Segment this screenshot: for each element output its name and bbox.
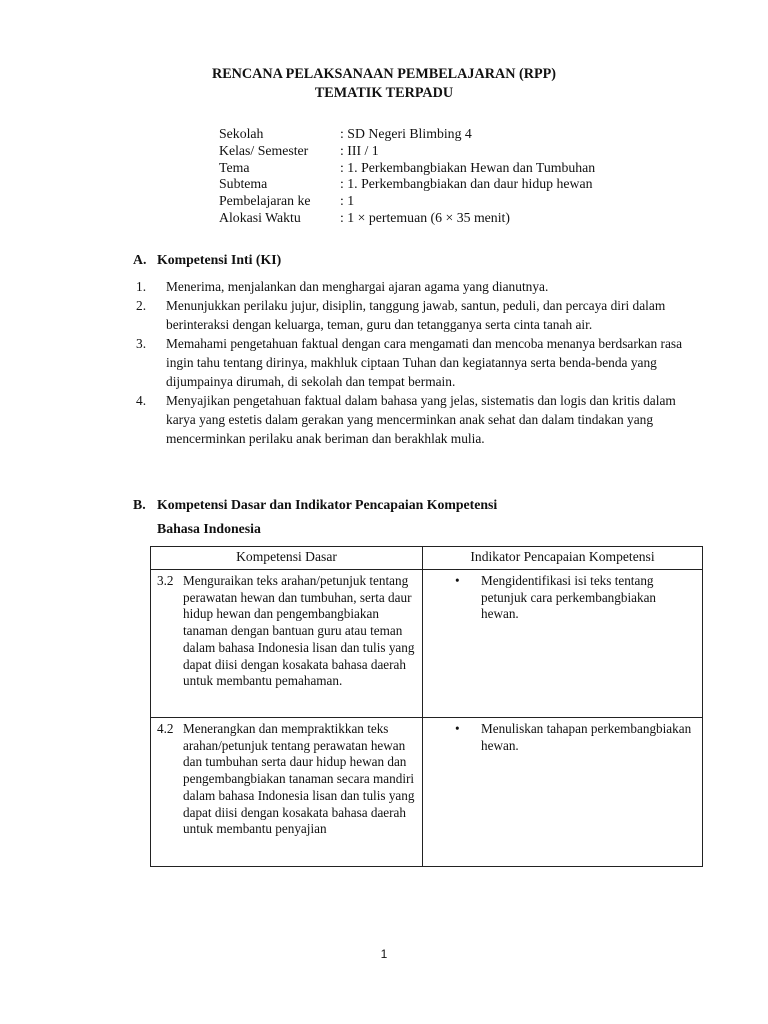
kd-number: 3.2 xyxy=(157,573,174,588)
info-row xyxy=(219,210,595,227)
list-number: 2. xyxy=(136,298,147,313)
table-row xyxy=(151,570,703,718)
list-item xyxy=(136,277,696,296)
document-subtitle: TEMATIK TERPADU xyxy=(314,85,454,101)
subject-heading: Bahasa Indonesia xyxy=(157,521,261,536)
table-row xyxy=(151,718,703,867)
list-number: 4. xyxy=(136,393,147,408)
info-key: Pembelajaran ke xyxy=(219,193,311,209)
kd-text: Menerangkan dan mempraktikkan teks arahan/petunjuk tentang perawatan hewan dan tumbuhan serta daur hidup hewan dan pengembangbiakan tanaman secara mandiri dalam bahasa Indonesia lisan dan tulis yang dapat diisi dengan kosakata bahasa daerah untuk membantu penyajian xyxy=(183,721,415,837)
list-item xyxy=(136,296,696,334)
indikator-item: • Mengidentifikasi isi teks tentang petunjuk cara perkembangbiakan hewan. xyxy=(455,573,696,623)
list-text: Menerima, menjalankan dan menghargai ajaran agama yang dianutnya. xyxy=(166,279,549,294)
indikator-cell xyxy=(423,570,703,718)
document-title: RENCANA PELAKSANAAN PEMBELAJARAN (RPP) xyxy=(211,66,557,82)
info-key: Alokasi Waktu xyxy=(219,209,301,225)
list-text: Menunjukkan perilaku jujur, disiplin, tanggung jawab, santun, peduli, dan percaya diri dalam berinteraksi dengan keluarga, teman, guru dan tetangganya serta cinta tanah air. xyxy=(166,298,666,332)
info-key: Sekolah xyxy=(219,126,264,141)
info-key: Tema xyxy=(219,159,250,175)
info-row xyxy=(219,160,595,177)
info-key: Kelas/ Semester xyxy=(219,142,309,158)
kompetensi-inti-list xyxy=(136,277,696,448)
info-value: : SD Negeri Blimbing 4 xyxy=(340,126,472,141)
kompetensi-table xyxy=(150,546,703,867)
section-title: Kompetensi Inti (KI) xyxy=(157,252,282,267)
table-header: Indikator Pencapaian Kompetensi xyxy=(423,547,703,570)
list-item xyxy=(136,334,696,391)
section-b-heading xyxy=(133,497,497,513)
section-a-heading xyxy=(133,252,281,268)
kd-text: Menguraikan teks arahan/petunjuk tentang perawatan hewan dan tumbuhan, serta daur hidup hewan dan pengembangbiakan tanaman dengan bantuan guru atau teman dalam bahasa Indonesia lisan dan tulis yang dapat diisi dengan kosakata bahasa daerah untuk membantu pemahaman. xyxy=(183,573,415,689)
table-header: Kompetensi Dasar xyxy=(151,547,423,570)
section-letter: A. xyxy=(133,252,147,267)
info-value: : III / 1 xyxy=(340,142,379,158)
info-value: : 1 xyxy=(340,193,355,209)
list-text: Menyajikan pengetahuan faktual dalam bahasa yang jelas, sistematis dan logis dan kritis dalam karya yang estetis dalam gerakan yang mencerminkan anak sehat dan dalam tindakan yang mencerminkan perilaku anak beriman dan berakhlak mulia. xyxy=(166,393,676,446)
section-title: Kompetensi Dasar dan Indikator Pencapaian Kompetensi xyxy=(157,497,498,512)
info-row xyxy=(219,176,595,193)
info-value: : 1. Perkembangbiakan dan daur hidup hewan xyxy=(340,176,593,192)
kd-number: 4.2 xyxy=(157,721,174,736)
kd-cell xyxy=(151,718,423,867)
list-item xyxy=(136,391,696,448)
info-key: Subtema xyxy=(219,176,268,192)
list-number: 3. xyxy=(136,336,147,351)
kd-cell xyxy=(151,570,423,718)
identity-table xyxy=(219,126,595,227)
indikator-item: • Menuliskan tahapan perkembangbiakan hewan. xyxy=(455,721,696,754)
list-text: Memahami pengetahuan faktual dengan cara mengamati dan mencoba menanya berdsarkan rasa ingin tahu tentang dirinya, makhluk ciptaan Tuhan dan kegiatannya serta benda-benda yang dijumpainya dirumah, di sekolah dan tempat bermain. xyxy=(166,336,683,389)
info-row xyxy=(219,193,595,210)
table-header-row xyxy=(151,547,703,570)
info-value: : 1 × pertemuan (6 × 35 menit) xyxy=(340,209,510,225)
list-number: 1. xyxy=(136,279,147,294)
section-letter: B. xyxy=(133,497,146,512)
page-number: 1 xyxy=(380,947,388,961)
indikator-cell xyxy=(423,718,703,867)
info-row xyxy=(219,126,595,143)
info-row xyxy=(219,143,595,160)
info-value: : 1. Perkembangbiakan Hewan dan Tumbuhan xyxy=(340,159,596,175)
